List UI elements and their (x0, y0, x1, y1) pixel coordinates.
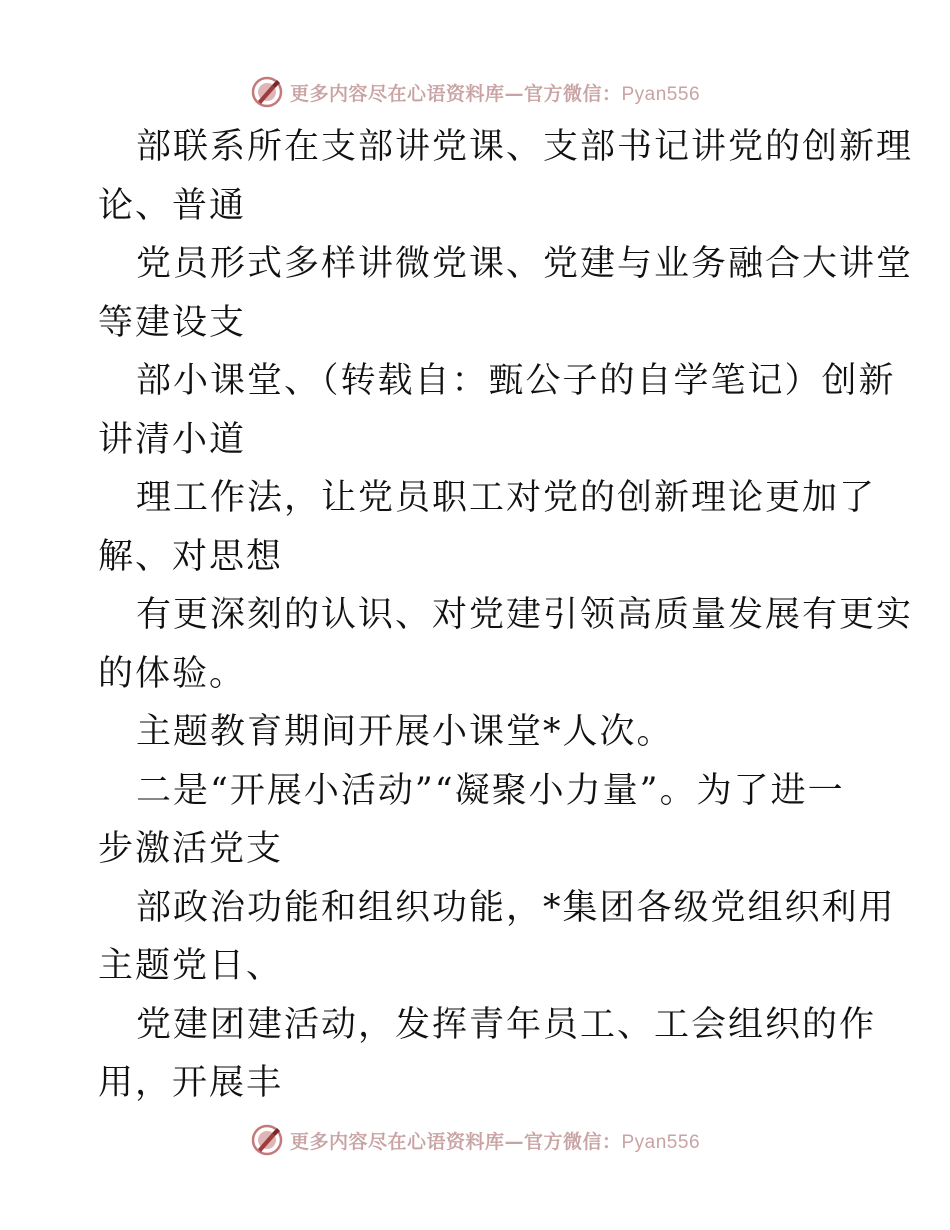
document-body (98, 118, 914, 1113)
text-line: 步激活党支 (98, 829, 284, 869)
header-watermark (0, 72, 950, 112)
text-line: 主题党日、 (98, 946, 284, 986)
text-line: 主题教育期间开展小课堂*人次。 (136, 712, 674, 752)
text-line: 部政治功能和组织功能，*集团各级党组织利用 (136, 887, 896, 928)
text-line: 二是“开展小活动”“凝聚小力量”。为了进一 (136, 770, 845, 811)
text-line: 的体验。 (98, 653, 247, 694)
text-line: 部小课堂、（转载自：甄公子的自学笔记）创新 (136, 361, 896, 401)
text-line: 党员形式多样讲微党课、党建与业务融合大讲堂 (136, 244, 914, 284)
stamp-pen-logo-icon (250, 75, 284, 109)
footer-watermark (0, 1120, 950, 1160)
stamp-pen-logo-icon (250, 1123, 284, 1157)
text-line: 用，开展丰 (98, 1063, 284, 1103)
text-line: 等建设支 (98, 302, 247, 343)
watermark-text: 更多内容尽在心语资料库—官方微信：Pyan556 (289, 82, 701, 105)
text-line: 解、对思想 (98, 536, 284, 577)
text-line: 党建团建活动，发挥青年员工、工会组织的作 (136, 1004, 877, 1045)
text-line: 讲清小道 (98, 419, 247, 460)
text-line: 有更深刻的认识、对党建引领高质量发展有更实 (136, 595, 914, 635)
text-line: 论、普通 (98, 185, 247, 226)
text-line: 理工作法，让党员职工对党的创新理论更加了 (136, 478, 877, 518)
watermark-text: 更多内容尽在心语资料库—官方微信：Pyan556 (289, 1130, 701, 1153)
text-line: 部联系所在支部讲党课、支部书记讲党的创新理 (136, 127, 914, 167)
